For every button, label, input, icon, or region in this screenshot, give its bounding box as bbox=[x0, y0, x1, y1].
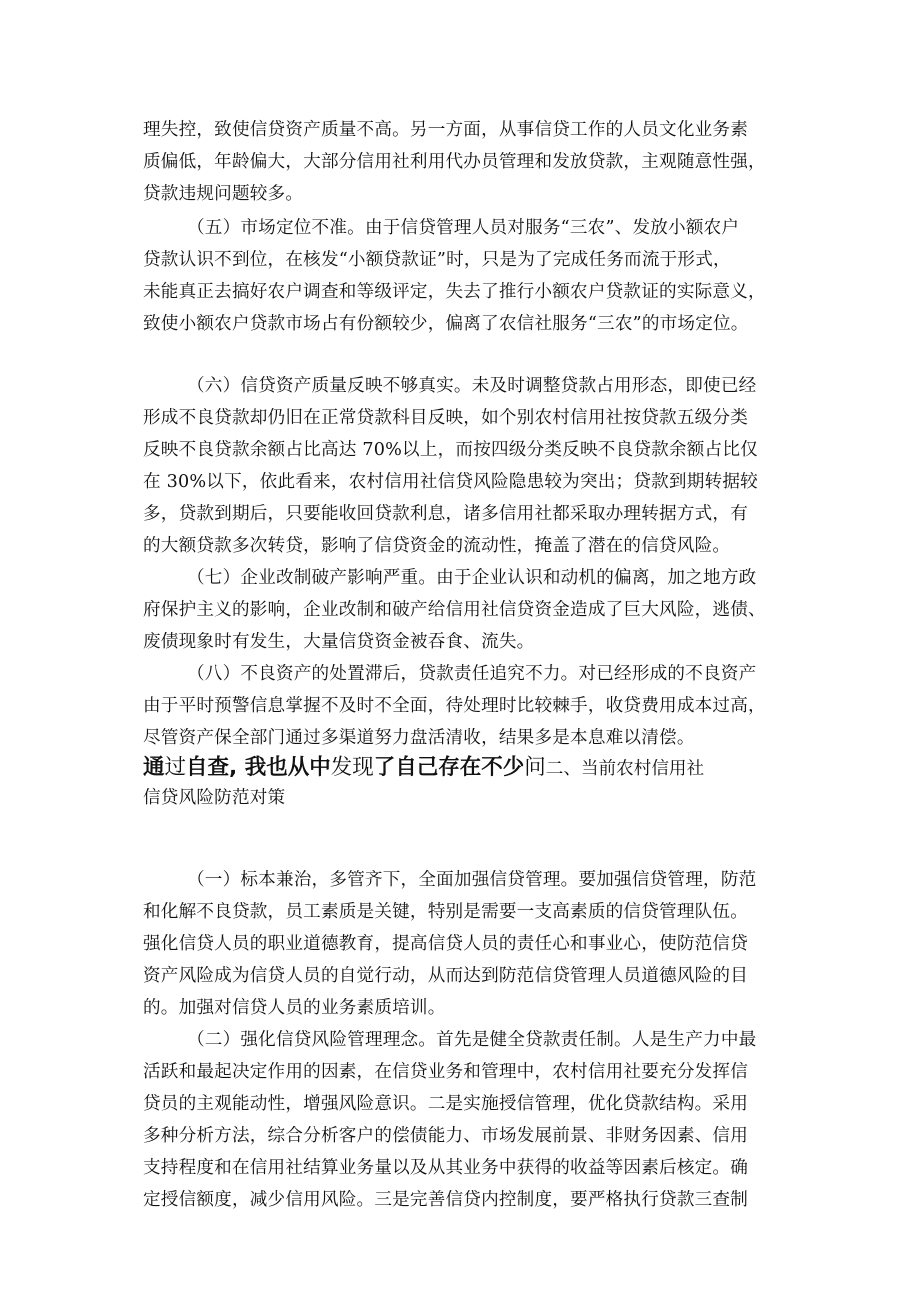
text-line: 多，贷款到期后，只要能收回贷款利息，诸多信用社都采取办理转据方式，有 bbox=[143, 504, 748, 524]
text-line: 贷员的主观能动性，增强风险意识。二是实施授信管理，优化贷款结构。采用 bbox=[143, 1094, 748, 1114]
text-line: （二）强化信贷风险管理理念。首先是健全贷款责任制。人是生产力中最 bbox=[187, 1030, 757, 1050]
text-line: 多种分析方法，综合分析客户的偿债能力、市场发展前景、非财务因素、信用 bbox=[143, 1126, 748, 1146]
text-line: 致使小额农户贷款市场占有份额较少，偏离了农信社服务“三农”的市场定位。 bbox=[143, 314, 749, 334]
text-line: 尽管资产保全部门通过多渠道努力盘活清收，结果多是本息难以清偿。 bbox=[143, 728, 695, 748]
text-line: 反映不良贷款余额占比高达 70%以上，而按四级分类反映不良贷款余额占比仅 bbox=[143, 440, 758, 460]
text-line: 的。加强对信贷人员的业务素质培训。 bbox=[143, 998, 446, 1018]
text-line: 质偏低，年龄偏大，大部分信用社利用代办员管理和发放贷款，主观随意性强， bbox=[143, 152, 766, 172]
text-line: 废债现象时有发生，大量信贷资金被吞食、流失。 bbox=[143, 632, 535, 652]
heading-fragment: 了自己存在不少 bbox=[373, 755, 525, 780]
heading-fragment: 过 bbox=[164, 755, 187, 780]
text-line: 强化信贷人员的职业道德教育，提高信贷人员的责任心和事业心，使防范信贷 bbox=[143, 934, 748, 954]
heading-fragment: 发现 bbox=[330, 755, 374, 780]
text-line: 活跃和最起决定作用的因素，在信贷业务和管理中，农村信用社要充分发挥信 bbox=[143, 1062, 748, 1082]
heading-fragment: 自查 bbox=[186, 755, 230, 780]
section-heading-mixed bbox=[143, 753, 783, 784]
text-line: 定授信额度，减少信用风险。三是完善信贷内控制度，要严格执行贷款三查制 bbox=[143, 1190, 748, 1210]
text-line: （七）企业改制破产影响严重。由于企业认识和动机的偏离，加之地方政 bbox=[187, 568, 757, 588]
text-line: 贷款认识不到位，在核发“小额贷款证”时，只是为了完成任务而流于形式， bbox=[143, 250, 731, 270]
text-line: 府保护主义的影响，企业改制和破产给信用社信贷资金造成了巨大风险，逃债、 bbox=[143, 600, 766, 620]
heading-fragment: , 我也从中 bbox=[229, 755, 331, 780]
text-line: 资产风险成为信贷人员的自觉行动，从而达到防范信贷管理人员道德风险的目 bbox=[143, 966, 748, 986]
text-line: （五）市场定位不准。由于信贷管理人员对服务“三农”、发放小额农户 bbox=[187, 218, 740, 238]
heading-fragment: 二、当前农村信用社 bbox=[545, 759, 705, 779]
text-line: 理失控，致使信贷资产质量不高。另一方面，从事信贷工作的人员文化业务素 bbox=[143, 120, 748, 140]
heading-fragment: 问 bbox=[524, 755, 546, 780]
text-line: 未能真正去搞好农户调查和等级评定，失去了推行小额农户贷款证的实际意义， bbox=[143, 282, 766, 302]
text-line: （六）信贷资产质量反映不够真实。未及时调整贷款占用形态，即使已经 bbox=[187, 376, 757, 396]
text-line: 贷款违规问题较多。 bbox=[143, 184, 304, 204]
heading-fragment: 通 bbox=[143, 755, 165, 780]
text-line: 由于平时预警信息掌握不及时不全面，待处理时比较棘手，收贷费用成本过高， bbox=[143, 696, 766, 716]
section-heading-line2: 信贷风险防范对策 bbox=[143, 788, 286, 808]
text-line: 的大额贷款多次转贷，影响了信贷资金的流动性，掩盖了潜在的信贷风险。 bbox=[143, 536, 731, 556]
text-line: 形成不良贷款却仍旧在正常贷款科目反映，如个别农村信用社按贷款五级分类 bbox=[143, 408, 748, 428]
text-line: （八）不良资产的处置滞后，贷款责任追究不力。对已经形成的不良资产 bbox=[187, 664, 757, 684]
text-line: 在 30%以下，依此看来，农村信用社信贷风险隐患较为突出；贷款到期转据较 bbox=[143, 472, 758, 492]
text-line: （一）标本兼治，多管齐下，全面加强信贷管理。要加强信贷管理，防范 bbox=[187, 870, 757, 890]
text-line: 和化解不良贷款，员工素质是关键，特别是需要一支高素质的信贷管理队伍。 bbox=[143, 902, 748, 922]
text-line: 支持程度和在信用社结算业务量以及从其业务中获得的收益等因素后核定。确 bbox=[143, 1158, 748, 1178]
